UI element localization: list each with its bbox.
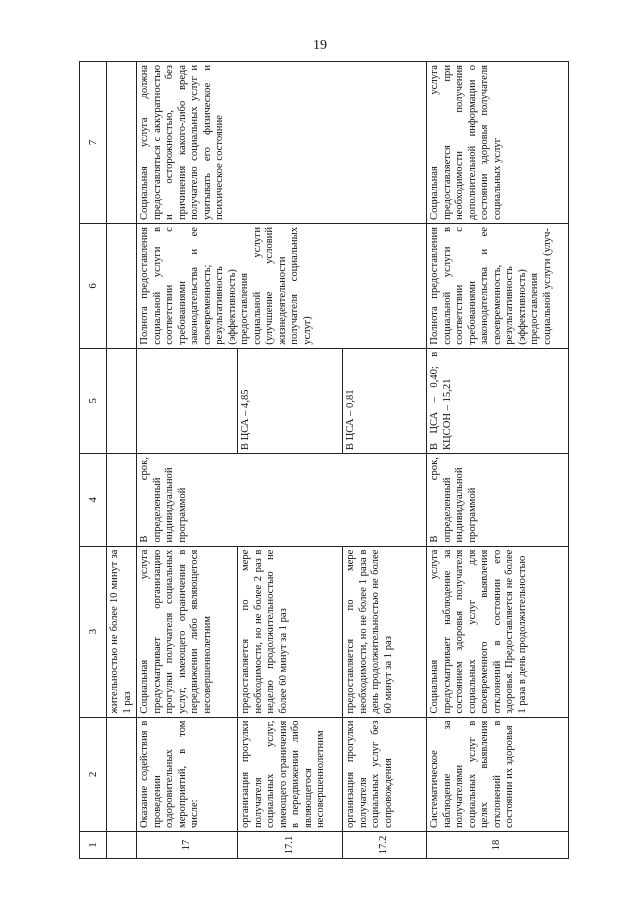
rate-cell [137, 348, 238, 453]
service-name-cell: Систематическое наблюдение за получателями социальных услуг в целях выявления отклонений в состоянии их здоровья [427, 717, 569, 831]
column-header: 5 [80, 348, 107, 453]
column-header: 1 [80, 832, 107, 859]
term-cell: В срок, определенный индивидуальной программой [427, 454, 569, 547]
table-row-continued [107, 62, 137, 859]
continued-cell: жительностью не более 10 минут за 1 раз [107, 546, 137, 717]
rate-cell: В ЦСА – 4,85 [238, 348, 343, 453]
rate-cell: В ЦСА – 0,40; в КЦСОН – 15,21 [427, 348, 569, 453]
row-number: 17.1 [238, 832, 343, 859]
rate-cell: В ЦСА – 0,81 [343, 348, 427, 453]
rotated-table-container [79, 61, 562, 859]
column-header: 6 [80, 224, 107, 349]
row-number: 17.2 [343, 832, 427, 859]
column-header: 2 [80, 717, 107, 831]
service-description-cell: Социальная услуга предусматривает организацию прогулки получателя социальных услуг, имеющего ограничения в передвижении либо являющегося несовершеннолетним [137, 546, 238, 717]
row-number: 18 [427, 832, 569, 859]
column-header: 3 [80, 546, 107, 717]
quality-indicator-cell: Полнота предоставления социальной услуги в соответствии с требованиями законодательства и ее своевременность; результативность (эффективность) предоставления социальной услуги (улучшение условий жизнедеятельности получателя социальных услуг) [137, 224, 427, 349]
service-description-cell: предоставляется по мере необходимости, но не более 2 раз в неделю продолжительностью не более 60 минут за 1 раз [238, 546, 343, 717]
page-number: 19 [313, 38, 327, 53]
table-row [137, 62, 238, 859]
table-row [427, 62, 569, 859]
services-table [79, 61, 569, 859]
service-name-cell: Оказание содействия в проведении оздоровительных мероприятий, в том числе: [137, 717, 238, 831]
term-cell: В срок, определенный индивидуальной программой [137, 454, 427, 547]
column-header: 7 [80, 62, 107, 224]
table-header-row [80, 62, 107, 859]
service-description-cell: Социальная услуга предусматривает наблюдение за состоянием здоровья получателя социальных услуг для своевременного выявления отклонений в состоянии его здоровья. Предоставляется не более 1 раза в день продолжительностью [427, 546, 569, 717]
conditions-cell: Социальная услуга должна предоставляться с аккуратностью и осторожностью, без причинения какого-либо вреда получателю социальных услуг и учитывать его физическое и психическое состояние [137, 62, 427, 224]
service-name-cell: организация прогулки получателя социальных услуг, имеющего ограничения в передвижении либо являющегося несовершеннолетним [238, 717, 343, 831]
conditions-cell: Социальная услуга предоставляется при необходимости получения дополнительной информации о состоянии здоровья получателя социальных услуг [427, 62, 569, 224]
service-description-cell: предоставляется по мере необходимости, но не более 1 раза в день продолжительностью не более 60 минут за 1 раз [343, 546, 427, 717]
row-number: 17 [137, 832, 238, 859]
quality-indicator-cell: Полнота предоставления социальной услуги в соответствии с требованиями законодательства и ее своевременность, результативность (эффективность) предоставления социальной услуги (улуч- [427, 224, 569, 349]
column-header: 4 [80, 454, 107, 547]
service-name-cell: организация прогулки получателя социальных услуг без сопровождения [343, 717, 427, 831]
